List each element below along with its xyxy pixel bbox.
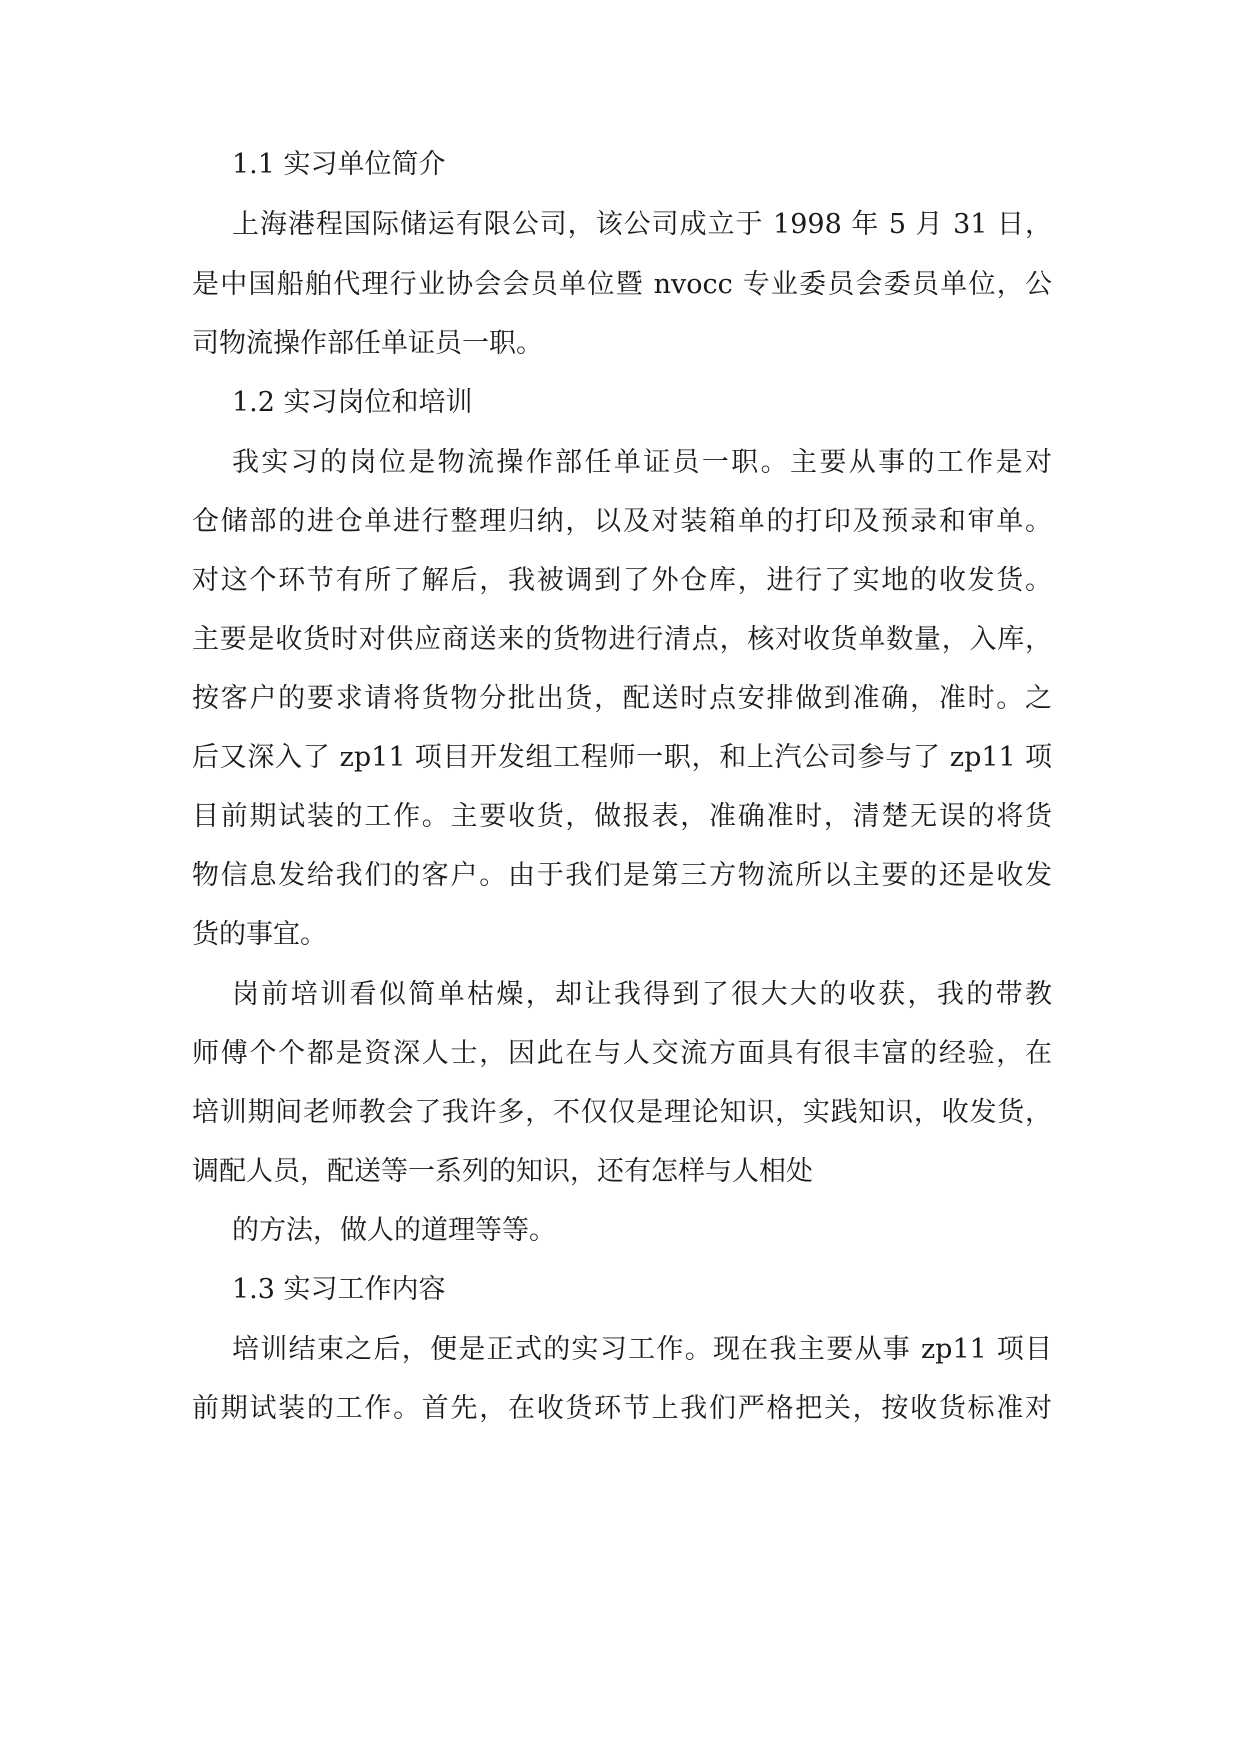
paragraph-line: 司物流操作部任单证员一职。 xyxy=(192,328,543,359)
paragraph-line: 仓储部的进仓单进行整理归纳，以及对装箱单的打印及预录和审单。 xyxy=(192,506,1052,537)
paragraph-line: 对这个环节有所了解后，我被调到了外仓库，进行了实地的收发货。 xyxy=(192,565,1052,596)
paragraph-line: 目前期试装的工作。主要收货，做报表，准确准时，清楚无误的将货 xyxy=(192,801,1052,832)
section-heading-1-3: 1.3 实习工作内容 xyxy=(232,1274,446,1305)
paragraph-line: 货的事宜。 xyxy=(192,919,327,950)
section-heading-1-1: 1.1 实习单位简介 xyxy=(232,149,446,180)
paragraph-line: 上海港程国际储运有限公司，该公司成立于 1998 年 5 月 31 日， xyxy=(232,209,1052,240)
paragraph-line: 我实习的岗位是物流操作部任单证员一职。主要从事的工作是对 xyxy=(232,447,1052,478)
paragraph-line: 岗前培训看似简单枯燥，却让我得到了很大大的收获，我的带教 xyxy=(232,979,1052,1010)
paragraph-line: 培训结束之后，便是正式的实习工作。现在我主要从事 zp11 项目 xyxy=(232,1334,1052,1365)
paragraph-line: 主要是收货时对供应商送来的货物进行清点，核对收货单数量，入库， xyxy=(192,624,1052,655)
paragraph-line: 前期试装的工作。首先，在收货环节上我们严格把关，按收货标准对 xyxy=(192,1393,1052,1424)
paragraph-line: 培训期间老师教会了我许多，不仅仅是理论知识，实践知识，收发货， xyxy=(192,1097,1052,1128)
paragraph-line: 后又深入了 zp11 项目开发组工程师一职，和上汽公司参与了 zp11 项 xyxy=(192,742,1052,773)
paragraph-line: 师傅个个都是资深人士，因此在与人交流方面具有很丰富的经验，在 xyxy=(192,1038,1052,1069)
paragraph-line: 物信息发给我们的客户。由于我们是第三方物流所以主要的还是收发 xyxy=(192,860,1052,891)
paragraph-line: 的方法，做人的道理等等。 xyxy=(232,1215,556,1246)
paragraph-line: 调配人员，配送等一系列的知识，还有怎样与人相处 xyxy=(192,1156,813,1187)
paragraph-line: 是中国船舶代理行业协会会员单位暨 nvocc 专业委员会委员单位，公 xyxy=(192,269,1052,300)
paragraph-line: 按客户的要求请将货物分批出货，配送时点安排做到准确，准时。之 xyxy=(192,683,1052,714)
section-heading-1-2: 1.2 实习岗位和培训 xyxy=(232,387,473,418)
